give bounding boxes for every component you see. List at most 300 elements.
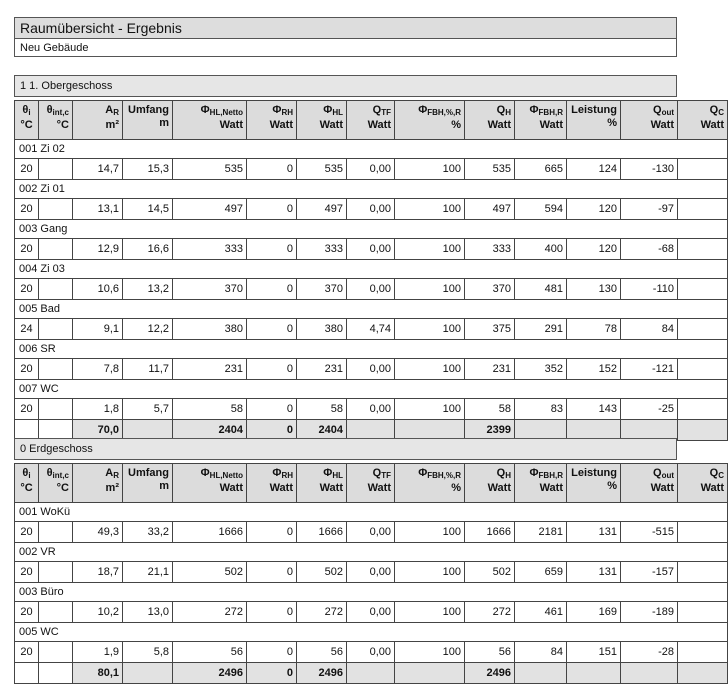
column-header	[15, 464, 39, 503]
column-symbol: Leistung	[571, 104, 617, 116]
table-cell: 370	[465, 279, 515, 300]
table-cell: 20	[15, 399, 39, 420]
table-header-row	[15, 464, 728, 503]
table-cell: 231	[297, 359, 347, 380]
table-cell	[39, 399, 73, 420]
total-cell	[678, 663, 728, 684]
column-header	[395, 464, 465, 503]
table-cell: 231	[173, 359, 247, 380]
column-subscript: out	[661, 108, 674, 117]
column-subscript: HL,Netto	[209, 108, 243, 117]
column-symbol: θ	[22, 467, 29, 479]
table-cell: 497	[297, 199, 347, 220]
table-cell: 58	[297, 399, 347, 420]
column-unit: °C	[56, 119, 69, 131]
room-name-row	[15, 543, 728, 562]
column-symbol: Q	[496, 467, 506, 479]
table-cell: 124	[567, 159, 621, 180]
column-subscript: FBH,R	[538, 471, 563, 480]
table-cell	[678, 642, 728, 663]
table-cell: 0,00	[347, 522, 395, 543]
column-unit: Watt	[269, 119, 293, 131]
table-row	[15, 642, 728, 663]
column-symbol: Umfang	[128, 467, 169, 479]
table-cell: 100	[395, 239, 465, 260]
column-header	[347, 464, 395, 503]
column-header	[347, 101, 395, 140]
table-cell: 5,7	[123, 399, 173, 420]
total-cell: 0	[247, 420, 297, 441]
room-name: 005 WC	[15, 623, 728, 642]
table-cell: 58	[173, 399, 247, 420]
column-header	[297, 101, 347, 140]
column-header	[567, 101, 621, 140]
table-cell: 56	[173, 642, 247, 663]
table-cell: 14,7	[73, 159, 123, 180]
column-unit: Watt	[487, 482, 511, 494]
table-cell: 24	[15, 319, 39, 340]
column-unit: m	[159, 117, 169, 129]
table-cell: 100	[395, 359, 465, 380]
room-name: 001 Zi 02	[15, 140, 728, 159]
table-cell: 20	[15, 159, 39, 180]
table-cell: 0	[247, 562, 297, 583]
table-cell	[678, 359, 728, 380]
table-cell: 14,5	[123, 199, 173, 220]
table-cell: 1,9	[73, 642, 123, 663]
table-cell: 130	[567, 279, 621, 300]
table-cell	[678, 199, 728, 220]
table-cell: 12,2	[123, 319, 173, 340]
table-cell: 1666	[465, 522, 515, 543]
room-name: 007 WC	[15, 380, 728, 399]
column-unit: Watt	[319, 119, 343, 131]
column-symbol: Φ	[529, 467, 539, 479]
table-cell: -121	[621, 359, 678, 380]
room-name-row	[15, 300, 728, 319]
table-cell: 20	[15, 359, 39, 380]
total-cell: 2496	[173, 663, 247, 684]
table-cell: 0	[247, 602, 297, 623]
column-unit: %	[607, 117, 617, 129]
table-row	[15, 319, 728, 340]
column-subscript: HL	[332, 471, 343, 480]
table-cell: 49,3	[73, 522, 123, 543]
table-cell: -515	[621, 522, 678, 543]
total-cell	[395, 663, 465, 684]
room-name-row	[15, 260, 728, 279]
total-cell	[567, 663, 621, 684]
column-header	[39, 464, 73, 503]
table-cell: 0,00	[347, 279, 395, 300]
room-name: 002 Zi 01	[15, 180, 728, 199]
total-cell: 2404	[297, 420, 347, 441]
table-row	[15, 399, 728, 420]
column-subscript: int,c	[52, 471, 69, 480]
column-unit: Watt	[269, 482, 293, 494]
room-name: 006 SR	[15, 340, 728, 359]
table-cell: 665	[515, 159, 567, 180]
table-row	[15, 602, 728, 623]
table-cell: 1666	[297, 522, 347, 543]
table-cell: 497	[173, 199, 247, 220]
table-cell: 0	[247, 319, 297, 340]
table-cell: 5,8	[123, 642, 173, 663]
table-cell: 100	[395, 522, 465, 543]
table-cell: 4,74	[347, 319, 395, 340]
room-name: 001 WoKü	[15, 503, 728, 522]
table-cell: 131	[567, 562, 621, 583]
building-name: Neu Gebäude	[14, 38, 677, 57]
table-cell: 152	[567, 359, 621, 380]
column-subscript: TF	[381, 108, 391, 117]
table-cell: 380	[173, 319, 247, 340]
column-symbol: Umfang	[128, 104, 169, 116]
column-symbol: θ	[22, 104, 29, 116]
table-cell: 0,00	[347, 399, 395, 420]
column-unit: %	[451, 119, 461, 131]
table-cell: 0,00	[347, 159, 395, 180]
table-cell: 535	[297, 159, 347, 180]
table-cell	[678, 522, 728, 543]
total-cell: 2496	[465, 663, 515, 684]
table-cell: 131	[567, 522, 621, 543]
column-unit: Watt	[700, 482, 724, 494]
table-cell: 594	[515, 199, 567, 220]
table-cell: 535	[173, 159, 247, 180]
table-cell	[678, 319, 728, 340]
total-cell: 2404	[173, 420, 247, 441]
column-unit: Watt	[219, 482, 243, 494]
table-cell: 13,0	[123, 602, 173, 623]
room-table-erdgeschoss	[14, 463, 728, 684]
column-symbol: Φ	[418, 104, 428, 116]
page-title: Raumübersicht - Ergebnis	[14, 17, 677, 39]
column-symbol: Q	[372, 104, 382, 116]
table-cell: 380	[297, 319, 347, 340]
table-cell	[678, 239, 728, 260]
column-header	[567, 464, 621, 503]
table-cell: 400	[515, 239, 567, 260]
total-cell	[15, 663, 39, 684]
column-unit: Watt	[487, 119, 511, 131]
total-cell	[39, 663, 73, 684]
column-header	[515, 101, 567, 140]
column-header	[678, 101, 728, 140]
table-cell: 7,8	[73, 359, 123, 380]
table-cell: 100	[395, 199, 465, 220]
column-symbol: Φ	[529, 104, 539, 116]
table-cell: 0	[247, 159, 297, 180]
column-unit: °C	[20, 119, 33, 131]
column-header	[39, 101, 73, 140]
column-symbol: Q	[709, 467, 719, 479]
room-name: 004 Zi 03	[15, 260, 728, 279]
table-cell: 0	[247, 279, 297, 300]
table-cell: -110	[621, 279, 678, 300]
column-subscript: HL	[332, 108, 343, 117]
column-unit: Watt	[650, 482, 674, 494]
room-name-row	[15, 180, 728, 199]
column-symbol: Φ	[323, 104, 333, 116]
column-subscript: TF	[381, 471, 391, 480]
column-subscript: i	[28, 471, 31, 480]
table-cell: 33,2	[123, 522, 173, 543]
column-header	[465, 464, 515, 503]
table-cell	[39, 279, 73, 300]
column-unit: %	[607, 480, 617, 492]
column-subscript: out	[661, 471, 674, 480]
table-cell: 100	[395, 602, 465, 623]
total-cell	[515, 663, 567, 684]
table-cell	[678, 602, 728, 623]
section-title-erdgeschoss: 0 Erdgeschoss	[14, 438, 677, 460]
column-symbol: Φ	[272, 467, 282, 479]
table-cell	[39, 199, 73, 220]
room-name-row	[15, 583, 728, 602]
table-cell: -130	[621, 159, 678, 180]
table-row	[15, 199, 728, 220]
column-unit: Watt	[700, 119, 724, 131]
table-row	[15, 562, 728, 583]
column-unit: m²	[105, 482, 119, 494]
column-symbol: θ	[46, 104, 53, 116]
table-cell: 2181	[515, 522, 567, 543]
table-cell: 10,2	[73, 602, 123, 623]
table-cell: 370	[297, 279, 347, 300]
room-name-row	[15, 140, 728, 159]
table-cell: 481	[515, 279, 567, 300]
table-cell: 100	[395, 562, 465, 583]
column-subscript: FBH,%,R	[427, 108, 461, 117]
column-unit: Watt	[367, 119, 391, 131]
column-symbol: Q	[496, 104, 506, 116]
column-symbol: Leistung	[571, 467, 617, 479]
column-header	[73, 101, 123, 140]
room-table-obergeschoss	[14, 100, 728, 441]
table-cell	[678, 279, 728, 300]
table-cell	[678, 399, 728, 420]
total-cell: 70,0	[73, 420, 123, 441]
table-cell: -28	[621, 642, 678, 663]
column-subscript: RH	[281, 471, 293, 480]
column-subscript: i	[28, 108, 31, 117]
column-unit: Watt	[319, 482, 343, 494]
table-cell: 0,00	[347, 199, 395, 220]
column-symbol: A	[105, 467, 114, 479]
table-cell: 169	[567, 602, 621, 623]
table-cell: 20	[15, 562, 39, 583]
column-subscript: HL,Netto	[209, 471, 243, 480]
table-cell: 375	[465, 319, 515, 340]
table-cell: 1,8	[73, 399, 123, 420]
table-cell: 333	[465, 239, 515, 260]
column-symbol: Φ	[272, 104, 282, 116]
table-cell: 11,7	[123, 359, 173, 380]
room-name: 005 Bad	[15, 300, 728, 319]
column-unit: m²	[105, 119, 119, 131]
column-symbol: Φ	[323, 467, 333, 479]
column-header	[173, 101, 247, 140]
table-cell: 659	[515, 562, 567, 583]
room-name: 002 VR	[15, 543, 728, 562]
column-symbol: Q	[653, 104, 662, 116]
column-unit: Watt	[367, 482, 391, 494]
table-cell: 333	[173, 239, 247, 260]
column-subscript: int,c	[52, 108, 69, 117]
table-cell: 0	[247, 199, 297, 220]
table-cell: 16,6	[123, 239, 173, 260]
column-unit: Watt	[539, 119, 563, 131]
table-cell: 21,1	[123, 562, 173, 583]
column-unit: °C	[20, 482, 33, 494]
table-cell: 20	[15, 602, 39, 623]
column-header	[465, 101, 515, 140]
column-symbol: Q	[372, 467, 382, 479]
table-cell: 83	[515, 399, 567, 420]
room-name-row	[15, 340, 728, 359]
column-symbol: Φ	[418, 467, 428, 479]
total-cell	[621, 663, 678, 684]
table-header-row	[15, 101, 728, 140]
table-row	[15, 522, 728, 543]
table-cell	[39, 159, 73, 180]
column-header	[173, 464, 247, 503]
table-cell: 15,3	[123, 159, 173, 180]
room-name: 003 Gang	[15, 220, 728, 239]
table-cell: 1666	[173, 522, 247, 543]
column-symbol: θ	[46, 467, 53, 479]
table-cell	[39, 602, 73, 623]
table-cell	[39, 562, 73, 583]
table-cell: 100	[395, 279, 465, 300]
table-cell: 535	[465, 159, 515, 180]
table-cell: 120	[567, 199, 621, 220]
table-cell: 231	[465, 359, 515, 380]
table-cell: 84	[515, 642, 567, 663]
table-cell: 100	[395, 159, 465, 180]
table-cell: 0	[247, 239, 297, 260]
column-symbol: Φ	[200, 467, 210, 479]
column-subscript: FBH,%,R	[427, 471, 461, 480]
table-cell: 58	[465, 399, 515, 420]
table-cell: 56	[465, 642, 515, 663]
column-symbol: Q	[709, 104, 719, 116]
table-cell: 20	[15, 642, 39, 663]
column-unit: Watt	[539, 482, 563, 494]
column-subscript: C	[718, 471, 724, 480]
column-unit: %	[451, 482, 461, 494]
table-cell: -157	[621, 562, 678, 583]
table-cell: 333	[297, 239, 347, 260]
room-name-row	[15, 503, 728, 522]
column-subscript: H	[505, 471, 511, 480]
table-cell: 120	[567, 239, 621, 260]
table-cell: 272	[465, 602, 515, 623]
table-cell: 10,6	[73, 279, 123, 300]
column-header	[621, 101, 678, 140]
table-cell: 20	[15, 279, 39, 300]
table-cell	[39, 359, 73, 380]
table-cell: 0,00	[347, 562, 395, 583]
table-cell: 56	[297, 642, 347, 663]
table-cell: 0	[247, 642, 297, 663]
totals-row	[15, 663, 728, 684]
column-subscript: FBH,R	[538, 108, 563, 117]
column-header	[15, 101, 39, 140]
table-cell: 12,9	[73, 239, 123, 260]
column-header	[247, 101, 297, 140]
column-header	[395, 101, 465, 140]
table-cell: 497	[465, 199, 515, 220]
table-cell: 0,00	[347, 602, 395, 623]
column-subscript: H	[505, 108, 511, 117]
column-header	[123, 101, 173, 140]
total-cell	[123, 663, 173, 684]
table-row	[15, 159, 728, 180]
total-cell: 2399	[465, 420, 515, 441]
table-cell: 13,2	[123, 279, 173, 300]
column-subscript: C	[718, 108, 724, 117]
table-cell: 13,1	[73, 199, 123, 220]
table-cell	[678, 562, 728, 583]
table-cell: -97	[621, 199, 678, 220]
room-name: 003 Büro	[15, 583, 728, 602]
column-header	[678, 464, 728, 503]
section-title-obergeschoss: 1 1. Obergeschoss	[14, 75, 677, 97]
table-cell: 291	[515, 319, 567, 340]
column-unit: m	[159, 480, 169, 492]
column-header	[247, 464, 297, 503]
total-cell	[678, 420, 728, 441]
column-unit: °C	[56, 482, 69, 494]
table-cell: 0,00	[347, 359, 395, 380]
table-cell: 20	[15, 239, 39, 260]
room-name-row	[15, 380, 728, 399]
table-cell: 18,7	[73, 562, 123, 583]
column-symbol: Φ	[200, 104, 210, 116]
column-unit: Watt	[219, 119, 243, 131]
total-cell: 80,1	[73, 663, 123, 684]
table-cell: 78	[567, 319, 621, 340]
table-cell: 272	[173, 602, 247, 623]
total-cell: 2496	[297, 663, 347, 684]
table-cell	[678, 159, 728, 180]
table-row	[15, 239, 728, 260]
table-cell: -25	[621, 399, 678, 420]
table-cell: 0	[247, 399, 297, 420]
column-header	[621, 464, 678, 503]
column-subscript: R	[113, 471, 119, 480]
table-cell: 100	[395, 399, 465, 420]
table-cell: 20	[15, 522, 39, 543]
table-cell: 272	[297, 602, 347, 623]
room-name-row	[15, 623, 728, 642]
column-header	[515, 464, 567, 503]
table-cell: 0	[247, 359, 297, 380]
table-cell: 84	[621, 319, 678, 340]
total-cell: 0	[247, 663, 297, 684]
column-header	[73, 464, 123, 503]
column-symbol: A	[105, 104, 114, 116]
column-subscript: RH	[281, 108, 293, 117]
table-cell: 143	[567, 399, 621, 420]
table-row	[15, 359, 728, 380]
table-cell: 100	[395, 319, 465, 340]
total-cell	[347, 663, 395, 684]
column-unit: Watt	[650, 119, 674, 131]
table-cell	[39, 319, 73, 340]
